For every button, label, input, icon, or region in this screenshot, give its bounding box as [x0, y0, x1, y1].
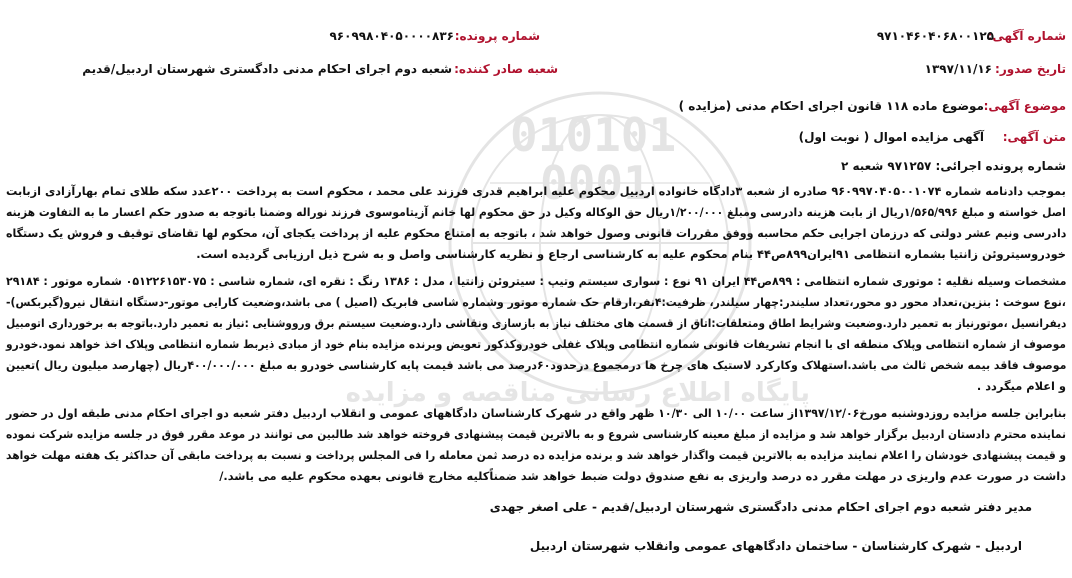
execution-case-number: شماره پرونده اجرائی: ۹۷۱۲۵۷ شعبه ۲: [840, 159, 1066, 173]
case-number-label: شماره پرونده:: [454, 29, 540, 43]
paragraph-1-line: دادرسی ونیم عشر دولتی که درزمان اجرایی حکم محاسبه ووفق مقررات قانونی وصول خواهد شد ، باتوجه به امتناع محکوم علیه از پرداخت یکجای آن، محکوم لها تقاضای توقیف و فروش یک دستگاه: [5, 226, 1066, 240]
issue-date: ۱۳۹۷/۱۱/۱۶: [924, 62, 992, 76]
text-label: متن آگهی:: [1002, 130, 1066, 144]
paragraph-3-line: نماینده محترم دادستان اردبیل برگزار خواهد شد و مزایده از مبلغ معینه کارشناسی شروع و به بالاترین قیمت پیشنهادی فروخته خواهد شد طالبین می توانند در موعد مقرر فوق در جلسه مزایده شرکت نموده: [5, 427, 1066, 441]
issue-date-label: تاریخ صدور:: [995, 62, 1066, 76]
watermark-digits-1: 010101: [510, 108, 677, 162]
paragraph-2-line: موصوف فاقد بیمه شخص ثالث می باشد.استهلاک وکارکرد لاستیک های چرخ ها درمجموع درحدود۶۰درصد می باشد قیمت پایه کارشناسی خودرو به مبلغ ۴۰۰/۰۰۰/۰۰۰ریال (چهارصد میلیون ریال )تعیین: [5, 358, 1066, 372]
ad-number: ۹۷۱۰۴۶۰۴۰۶۸۰۰۱۲۵: [876, 29, 994, 43]
paragraph-2-line: موصوف از شماره انتظامی وپلاک منطقه ای با انجام تشریفات قانونی شماره انتظامی وپلاک غفلی خودروکذکور تعویض وبرنده مزایده بنام خود از مبادی ذیربط شماره انتظامی وپلاک اخذ خواهد نمود.خودرو: [6, 337, 1066, 351]
paragraph-2-line: مشخصات وسیله نقلیه : موتوری شماره انتظامی : ۸۹۹ص۴۴ ایران ۹۱ نوع : سواری سیستم وتیپ : سیتروئن زانتیا ، مدل : ۱۳۸۶ رنگ : نقره ای، شماره شاسی : ۰۵۱۲۲۶۱۵۳۰۷۵ شماره موتور : ۲۹۱۸۴: [5, 274, 1066, 288]
paragraph-3-line: و قیمت پیشنهادی خودشان را اعلام نمایند مزایده به بالاترین قیمت واگذار خواهد شد و برنده مزایده ده درصد ثمن معامله را فی المجلس پرداخت و نسبت به پرداخت مابقی آن حداکثر یک هفته مهلت خواهد: [5, 448, 1066, 462]
paragraph-2-line: ،نوع سوخت : بنزین،تعداد محور دو محور،تعداد سلیندر:چهار سیلندر، ظرفیت:۴نفر،ارقام حک شماره موتور وشماره شاسی فابریک (اصیل ) می باشد،وضعیت کارایی موتور-دستگاه انتقال نیرو(گیربکس)-: [6, 295, 1066, 309]
issuing-branch-label: شعبه صادر کننده:: [454, 62, 558, 76]
watermark-text: پایگاه اطلاع رسانی مناقصه و مزایده: [345, 378, 810, 408]
paragraph-1-line: اصل خواسته و مبلغ ۱/۵۶۵/۹۹۶ریال از بابت هزینه دادرسی ومبلغ ۱/۲۰۰/۰۰۰ریال حق الوکاله وکیل در حق محکوم لها خانم آزیتاموسوی فرزند نوراله وضمنا باتوجه به صدور حکم اعسار ما به التفاوت هزینه: [6, 205, 1066, 219]
paragraph-1-line: خودروسیتروئن زانتیا بشماره انتظامی ۹۱ایران۸۹۹ص۴۴ بنام محکوم علیه به کارشناسی ارجاع و نظریه کارشناسی واصل و به شرح ذیل ارزیابی گردیده است.: [196, 247, 1066, 261]
paragraph-2-line: دیفرانسیل ،موتورنیاز به تعمیر دارد.وضعیت وشرایط اطاق ومتعلقات:اتاق از قسمت های مختلف نیاز به بازسازی ونقاشی دارد.وضعیت سیستم برق ورووشنایی :نیاز به تعمیر دارد.باتوجه به برخورداری اتومبیل: [5, 316, 1066, 330]
paragraph-1-line: بموجب دادنامه شماره ۹۶۰۹۹۷۰۴۰۵۰۰۱۰۷۴ صادره از شعبه ۳دادگاه خانواده اردبیل محکوم علیه ابراهیم قدری فرزند علی محمد ، محکوم است به پرداخت ۲۰۰عدد سکه طلای تمام بهارآزادی ازبابت: [6, 184, 1066, 198]
subject-label: موضوع آگهی:: [983, 99, 1066, 113]
address: اردبیل - شهرک کارشناسان - ساختمان دادگاههای عمومی وانقلاب شهرستان اردبیل: [529, 539, 1022, 553]
case-number: ۹۶۰۹۹۸۰۴۰۵۰۰۰۰۸۳۶: [329, 29, 454, 43]
ad-number-label: شماره آگهی:: [987, 29, 1066, 43]
signature: مدیر دفتر شعبه دوم اجرای احکام مدنی دادگستری شهرستان اردبیل/قدیم - علی اصغر جهدی: [489, 500, 1032, 514]
paragraph-3-line: داشت در صورت عدم واریزی در مهلت مقرر ده درصد واریزی به نفع صندوق دولت ضبط خواهد شد ضمناًکلیه مخارج قانونی بعهده محکوم علیه می باشد./: [219, 469, 1066, 483]
paragraph-3-line: بنابراین جلسه مزایده روزدوشنبه مورخ۱۳۹۷/۱۲/۰۶از ساعت ۱۰/۰۰ الی ۱۰/۳۰ ظهر واقع در شهرک کارشناسان دادگاههای عمومی و انقلاب اردبیل دفتر شعبه دو اجرای احکام مدنی طبقه اول در حضور: [5, 406, 1066, 420]
issuing-branch: شعبه دوم اجرای احکام مدنی دادگستری شهرستان اردبیل/قدیم: [82, 62, 452, 76]
watermark-digits-2: 0001: [540, 156, 651, 210]
subject-value: موضوع ماده ۱۱۸ قانون اجرای احکام مدنی (مزایده ): [678, 99, 984, 113]
notice-title: آگهی مزایده اموال ( نوبت اول): [798, 130, 984, 144]
paragraph-2-line: و اعلام میگردد .: [976, 379, 1066, 393]
